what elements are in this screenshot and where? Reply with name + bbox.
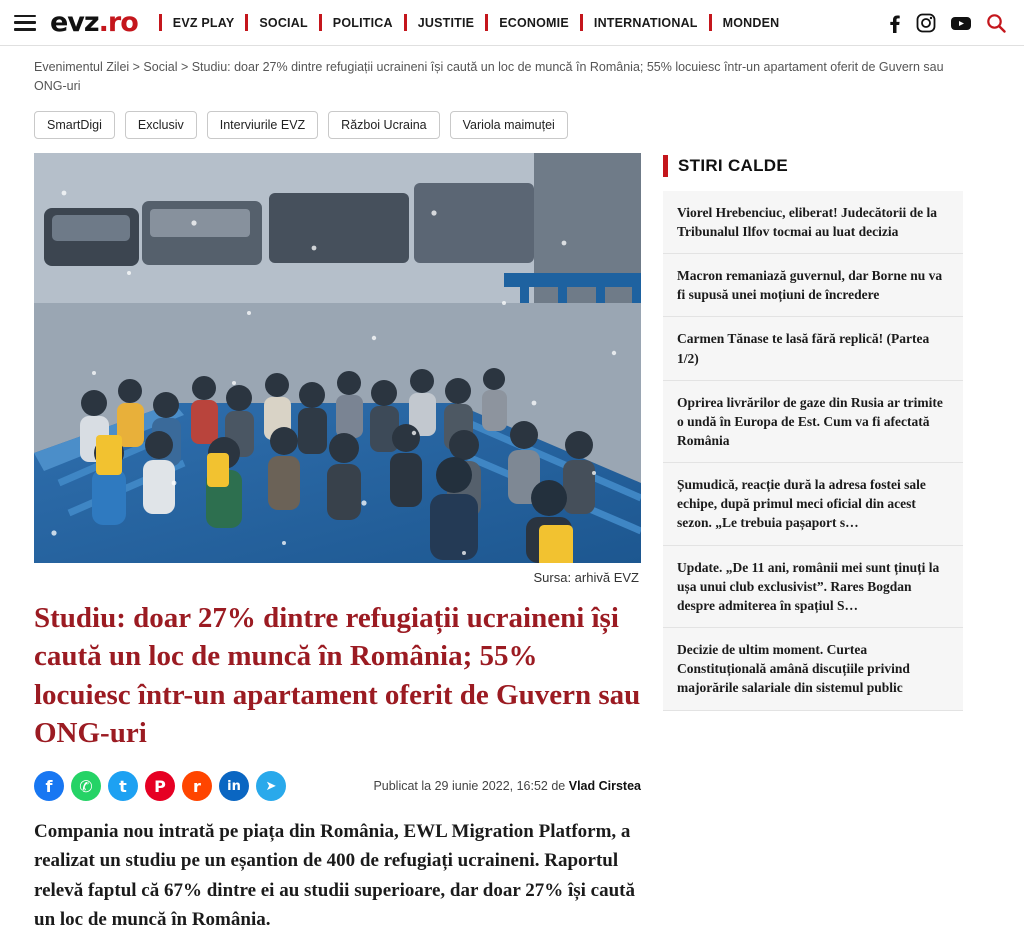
share-whatsapp-icon[interactable]: ✆ xyxy=(71,771,101,801)
sidebar-accent-bar xyxy=(663,155,668,177)
nav-item-justitie[interactable]: JUSTITIE xyxy=(417,15,475,30)
article-photo xyxy=(34,153,641,563)
nav-item-politica[interactable]: POLITICA xyxy=(332,15,393,30)
instagram-icon[interactable] xyxy=(916,13,936,33)
nav-separator xyxy=(485,14,488,31)
list-item[interactable]: Oprirea livrărilor de gaze din Rusia ar trimite o undă în Europa de Est. Cum va fi afectată România xyxy=(663,381,963,463)
site-logo[interactable] xyxy=(50,7,138,38)
tag-razboi-ucraina[interactable]: Război Ucraina xyxy=(328,111,439,139)
share-facebook-icon[interactable]: f xyxy=(34,771,64,801)
tag-list xyxy=(0,101,1024,139)
breadcrumb[interactable]: Evenimentul Zilei > Social > Studiu: doar 27% dintre refugiații ucraineni își caută un loc de muncă în România; 55% locuiesc într-un apartament oferit de Guvern sau ONG-uri xyxy=(34,60,944,94)
main-nav xyxy=(148,0,780,45)
sidebar-header xyxy=(663,155,963,177)
share-linkedin-icon[interactable]: in xyxy=(219,771,249,801)
byline xyxy=(373,779,641,793)
logo-ro: ro xyxy=(107,7,138,38)
article-lead: Compania nou intrată pe piața din România, EWL Migration Platform, a realizat un studiu pe un eșantion de 400 de refugiați ucraineni. Raportul relevă faptul că 67% dintre ei au studii superioare, dar doar 27% își caută un loc de muncă în România. xyxy=(34,821,635,931)
site-header xyxy=(0,0,1024,46)
sidebar-title: STIRI CALDE xyxy=(678,155,789,175)
article-column xyxy=(34,153,641,931)
list-item[interactable]: Decizie de ultim moment. Curtea Constituțională amână discuțiile privind majorările salariale din sistemul public xyxy=(663,628,963,710)
tag-smartdigi[interactable]: SmartDigi xyxy=(34,111,115,139)
list-item[interactable]: Macron remaniază guvernul, dar Borne nu va fi supusă unei moțiuni de încredere xyxy=(663,254,963,317)
nav-item-evz-play[interactable]: EVZ PLAY xyxy=(172,15,235,30)
share-icons xyxy=(34,771,286,801)
logo-text: evz xyxy=(50,7,99,38)
image-caption: Sursa: arhivă EVZ xyxy=(533,569,639,585)
page-body xyxy=(0,139,1024,931)
nav-separator xyxy=(159,14,162,31)
nav-separator xyxy=(709,14,712,31)
share-telegram-icon[interactable]: ➤ xyxy=(256,771,286,801)
nav-separator xyxy=(245,14,248,31)
sidebar xyxy=(663,153,963,931)
tag-exclusiv[interactable]: Exclusiv xyxy=(125,111,197,139)
nav-separator xyxy=(404,14,407,31)
share-row xyxy=(34,771,641,801)
list-item[interactable]: Update. „De 11 ani, românii mei sunt ținuți la ușa unui club exclusivist”. Rares Bogdan despre admiterea în spațiul S… xyxy=(663,546,963,628)
hamburger-icon[interactable] xyxy=(14,15,36,31)
tag-interviurile-evz[interactable]: Interviurile EVZ xyxy=(207,111,318,139)
author-name[interactable]: Vlad Cirstea xyxy=(568,779,641,793)
share-twitter-icon[interactable]: t xyxy=(108,771,138,801)
nav-item-monden[interactable]: MONDEN xyxy=(722,15,780,30)
list-item[interactable]: Șumudică, reacție dură la adresa fostei sale echipe, după primul meci oficial din acest sezon. „Le trebuia pașaport s… xyxy=(663,463,963,545)
publish-date: Publicat la 29 iunie 2022, 16:52 de xyxy=(373,779,569,793)
youtube-icon[interactable] xyxy=(950,13,972,33)
list-item[interactable]: Carmen Tănase te lasă fără replică! (Partea 1/2) xyxy=(663,317,963,380)
article-figure xyxy=(34,153,641,585)
facebook-icon[interactable] xyxy=(886,13,902,33)
tag-variola-maimutei[interactable]: Variola maimuței xyxy=(450,111,568,139)
share-reddit-icon[interactable]: r xyxy=(182,771,212,801)
nav-item-international[interactable]: INTERNATIONAL xyxy=(593,15,698,30)
nav-separator xyxy=(319,14,322,31)
nav-item-social[interactable]: SOCIAL xyxy=(259,15,308,30)
search-icon[interactable] xyxy=(986,13,1006,33)
article-title: Studiu: doar 27% dintre refugiații ucraineni își caută un loc de muncă în România; 55% locuiesc într-un apartament oferit de Guvern sau ONG-uri xyxy=(34,601,641,750)
header-social-links xyxy=(886,13,1010,33)
logo-dot: . xyxy=(98,7,108,38)
nav-item-economie[interactable]: ECONOMIE xyxy=(499,15,569,30)
nav-separator xyxy=(580,14,583,31)
share-pinterest-icon[interactable]: P xyxy=(145,771,175,801)
list-item[interactable]: Viorel Hrebenciuc, eliberat! Judecătorii de la Tribunalul Ilfov tocmai au luat decizia xyxy=(663,191,963,254)
